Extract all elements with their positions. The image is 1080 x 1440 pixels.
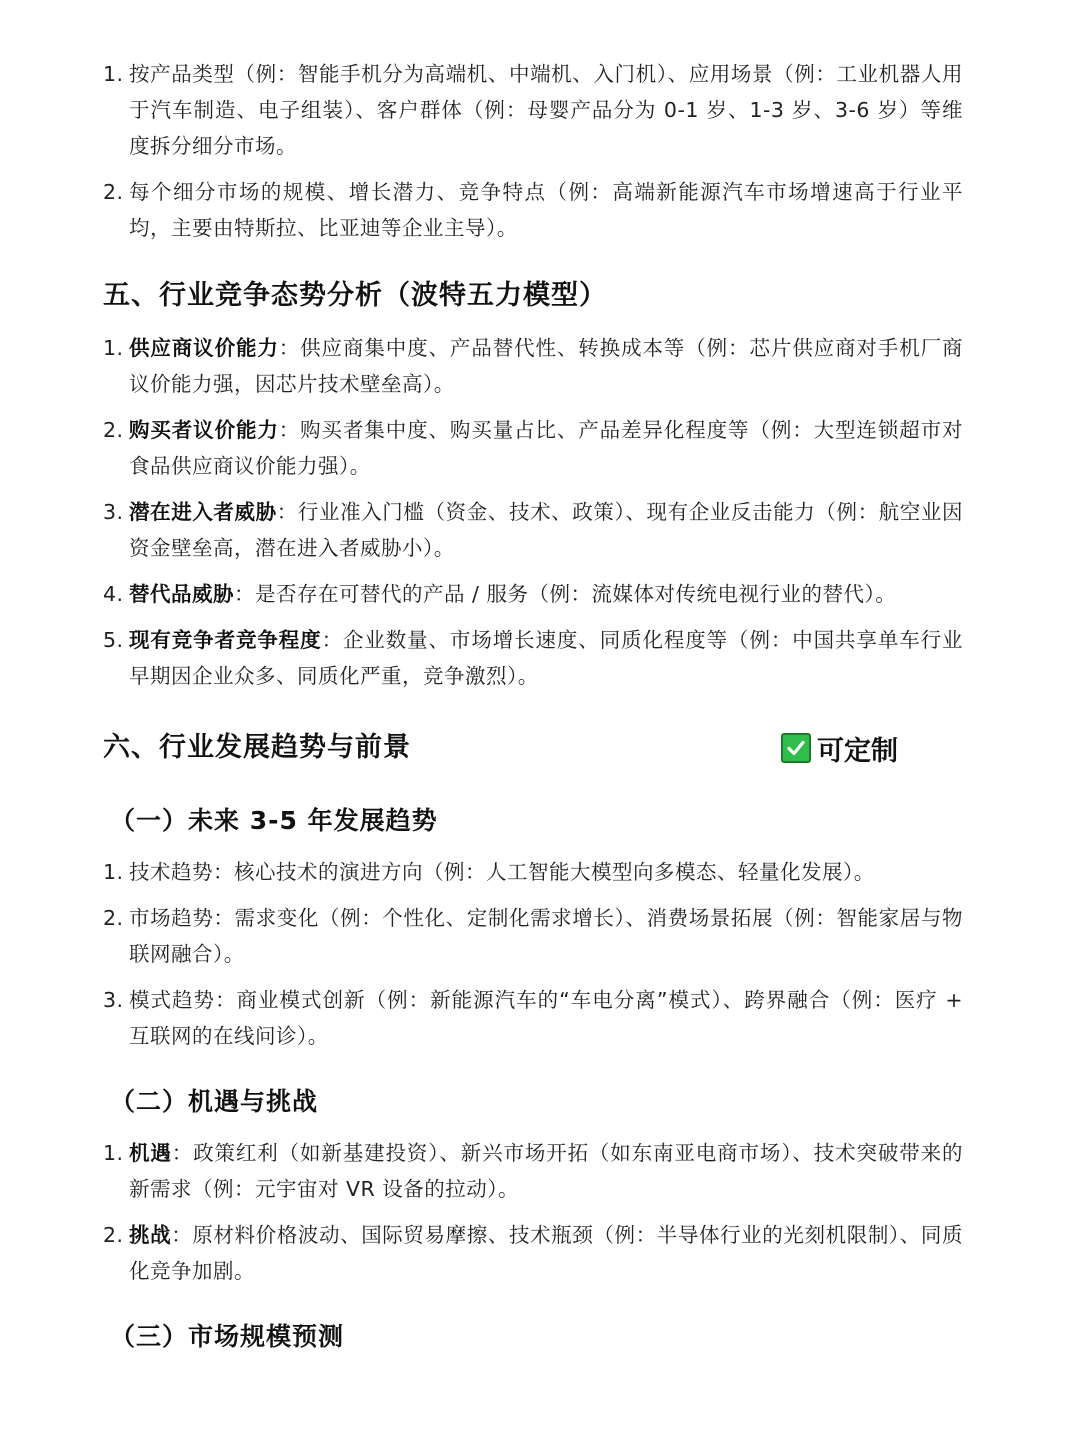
check-icon	[781, 733, 811, 763]
item-text: 模式趋势：商业模式创新（例：新能源汽车的“车电分离”模式）、跨界融合（例：医疗 + 互联网的在线问诊）。	[129, 988, 963, 1048]
item-number: 2.	[103, 1223, 124, 1247]
section-title-competition: 五、行业竞争态势分析（波特五力模型）	[103, 280, 607, 311]
item-number: 1.	[103, 336, 124, 360]
item-number: 1.	[103, 62, 124, 86]
subsection-title-opportunities: （二）机遇与挑战	[110, 1087, 319, 1116]
list-item	[103, 1217, 963, 1289]
item-number: 4.	[103, 582, 124, 606]
item-text: ：政策红利（如新基建投资）、新兴市场开拓（如东南亚电商市场）、技术突破带来的新需求（例：元宇宙对 VR 设备的拉动）。	[129, 1141, 964, 1201]
item-keyword: 挑战	[129, 1223, 172, 1247]
item-text: ：行业准入门槛（资金、技术、政策）、现有企业反击能力（例：航空业因资金壁垒高，潜在进入者威胁小）。	[129, 500, 964, 560]
subsection-title-market-forecast: （三）市场规模预测	[110, 1322, 345, 1351]
list-item	[103, 622, 963, 694]
section-title-trends: 六、行业发展趋势与前景	[103, 732, 411, 763]
item-text: ：购买者集中度、购买量占比、产品差异化程度等（例：大型连锁超市对食品供应商议价能力强）。	[129, 418, 964, 478]
item-number: 2.	[103, 418, 124, 442]
item-text: ：原材料价格波动、国际贸易摩擦、技术瓶颈（例：半导体行业的光刻机限制）、同质化竞争加剧。	[129, 1223, 963, 1283]
list-item	[103, 412, 963, 484]
item-keyword: 现有竞争者竞争程度	[129, 628, 322, 652]
list-item	[103, 900, 963, 972]
trend-list	[103, 854, 963, 1064]
customizable-badge	[781, 728, 898, 768]
item-text: 按产品类型（例：智能手机分为高端机、中端机、入门机）、应用场景（例：工业机器人用于汽车制造、电子组装）、客户群体（例：母婴产品分为 0-1 岁、1-3 岁、3-6 岁）等维度拆分细分市场。	[129, 62, 963, 158]
item-keyword: 机遇	[129, 1141, 172, 1165]
item-text: 市场趋势：需求变化（例：个性化、定制化需求增长）、消费场景拓展（例：智能家居与物联网融合）。	[129, 906, 963, 966]
item-text: 每个细分市场的规模、增长潜力、竞争特点（例：高端新能源汽车市场增速高于行业平均，主要由特斯拉、比亚迪等企业主导）。	[129, 180, 963, 240]
item-number: 1.	[103, 1141, 124, 1165]
item-number: 2.	[103, 180, 124, 204]
opportunity-list	[103, 1135, 963, 1299]
list-item	[103, 854, 963, 890]
list-item	[103, 576, 963, 612]
five-forces-list	[103, 330, 963, 704]
list-item	[103, 982, 963, 1054]
item-text: ：企业数量、市场增长速度、同质化程度等（例：中国共享单车行业早期因企业众多、同质化严重，竞争激烈）。	[129, 628, 964, 688]
item-number: 3.	[103, 988, 124, 1012]
item-text: ：供应商集中度、产品替代性、转换成本等（例：芯片供应商对手机厂商议价能力强，因芯片技术壁垒高）。	[129, 336, 964, 396]
badge-label: 可定制	[817, 735, 898, 767]
item-keyword: 购买者议价能力	[129, 418, 279, 442]
list-item	[103, 1135, 963, 1207]
list-item	[103, 174, 963, 246]
subsection-title-trends: （一）未来 3-5 年发展趋势	[110, 806, 438, 835]
list-item	[103, 494, 963, 566]
list-item	[103, 56, 963, 164]
item-number: 1.	[103, 860, 124, 884]
segment-market-list	[103, 56, 963, 256]
item-text: ：是否存在可替代的产品 / 服务（例：流媒体对传统电视行业的替代）。	[234, 582, 897, 606]
item-keyword: 潜在进入者威胁	[129, 500, 277, 524]
item-text: 技术趋势：核心技术的演进方向（例：人工智能大模型向多模态、轻量化发展）。	[129, 860, 875, 884]
item-number: 2.	[103, 906, 124, 930]
item-keyword: 供应商议价能力	[129, 336, 279, 360]
item-number: 3.	[103, 500, 124, 524]
list-item	[103, 330, 963, 402]
item-keyword: 替代品威胁	[129, 582, 234, 606]
item-number: 5.	[103, 628, 124, 652]
